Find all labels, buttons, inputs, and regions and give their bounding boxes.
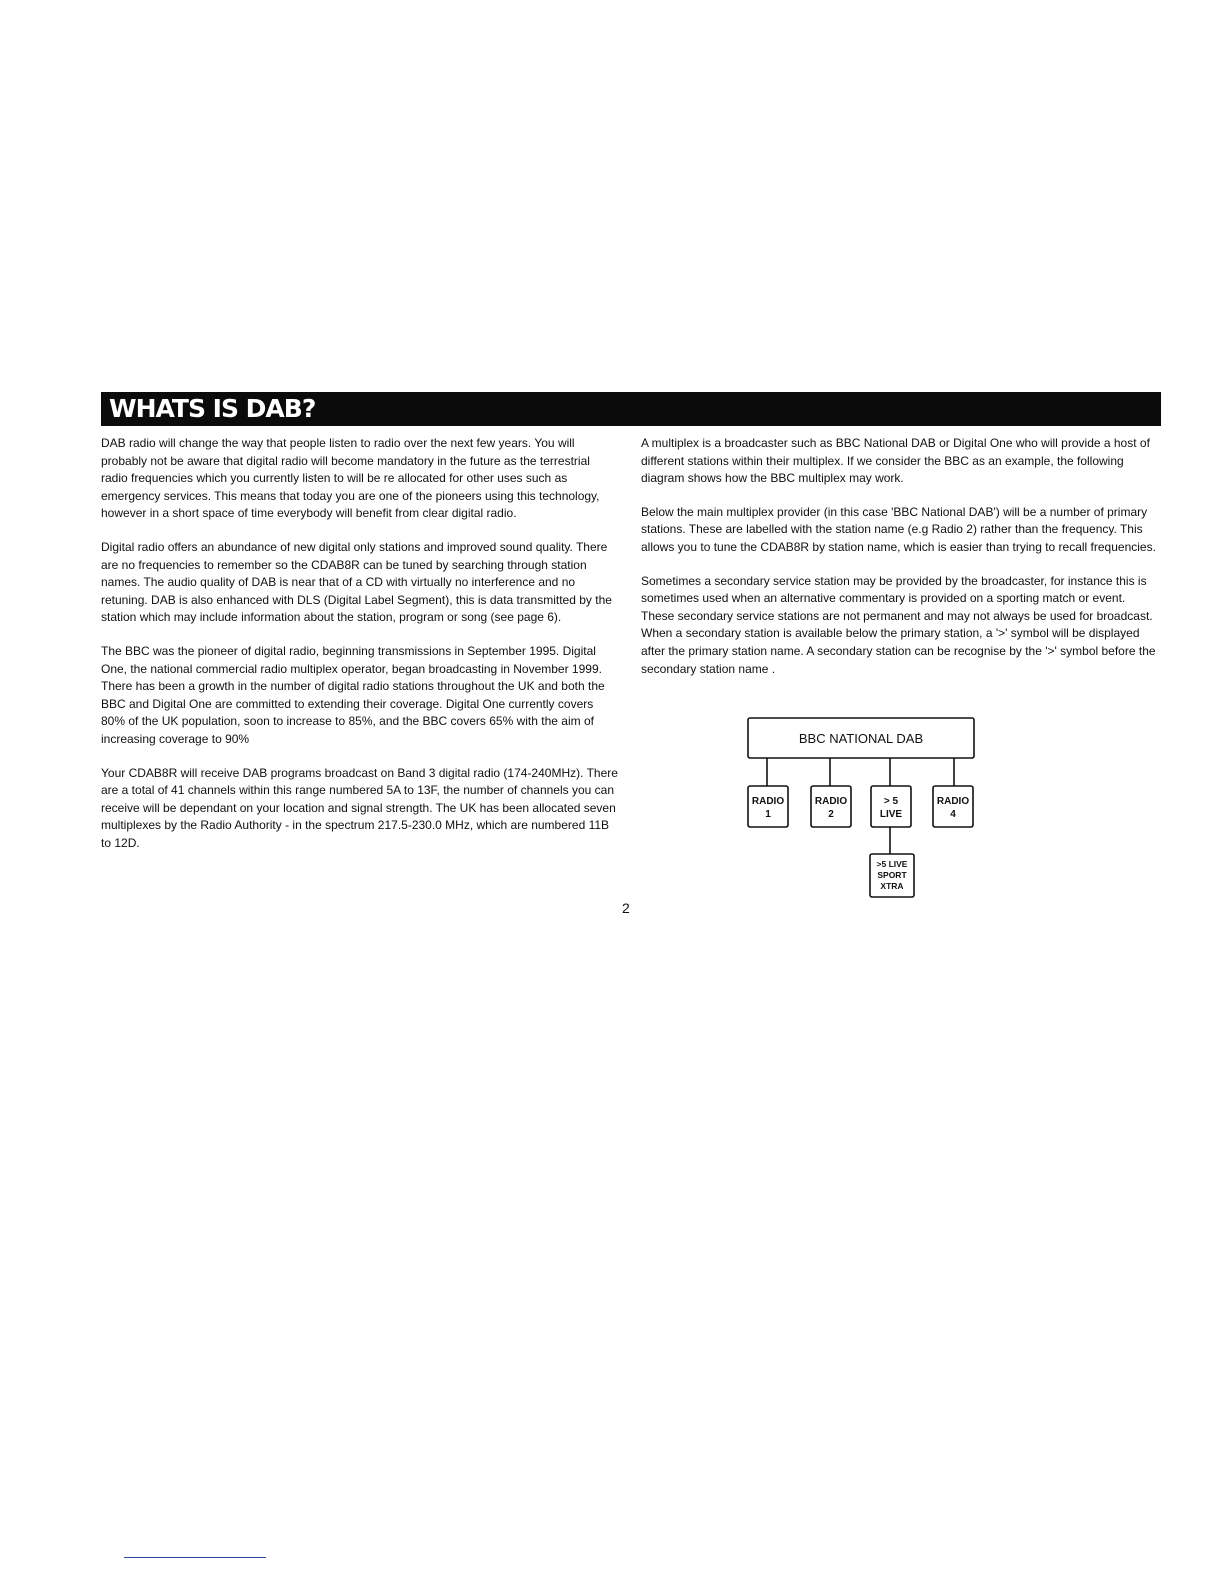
station-label: RADIO: [751, 796, 785, 807]
page-number: 2: [622, 900, 630, 916]
paragraph: Below the main multiplex provider (in this case 'BBC National DAB') will be a number of primary stations. These are labelled with the station name (e.g Radio 2) rather than the frequency. This allows you to tune the CDAB8R by station name, which is easier than trying to recall frequencies.: [641, 504, 1156, 554]
paragraph: The BBC was the pioneer of digital radio, beginning transmissions in September 1995. Digital One, the national commercial radio multiplex operator, began broadcasting in November 1999. There has been a growth in the number of digital radio stations throughout the UK and both the BBC and Digital One are committed to extending their coverage. Digital One currently covers 80% of the UK population, soon to increase to 85%, and the BBC covers 65% with the aim of increasing coverage to 90%: [101, 643, 605, 746]
section-title-banner: WHATS IS DAB?: [101, 392, 1161, 426]
station-label: RADIO: [814, 796, 848, 807]
right-column: [641, 435, 1161, 694]
secondary-label: XTRA: [880, 881, 904, 891]
paragraph: Sometimes a secondary service station may be provided by the broadcaster, for instance this is sometimes used when an alternative commentary is provided on a sporting match or event. These secondary service stations are not permanent and may not always be used for broadcast. When a secondary station is available below the primary station, a '>' symbol will be displayed after the primary station name. A secondary station can be recognise by the '>' symbol before the secondary station name .: [641, 573, 1156, 676]
paragraph: Your CDAB8R will receive DAB programs broadcast on Band 3 digital radio (174-240MHz). There are a total of 41 channels within this range numbered 5A to 13F, the number of channels you can receive will be dependant on your location and signal strength. The UK has been allocated seven multiplexes by the Radio Authority - in the spectrum 217.5-230.0 MHz, which are numbered 11B to 12D.: [101, 765, 618, 850]
station-label: LIVE: [879, 809, 903, 820]
station-label: 1: [765, 809, 771, 820]
secondary-label: SPORT: [877, 870, 907, 880]
station-label: RADIO: [936, 796, 970, 807]
left-column: [101, 435, 619, 868]
root-label: BBC NATIONAL DAB: [798, 731, 924, 746]
footer-rule: [124, 1557, 266, 1558]
paragraph: DAB radio will change the way that people listen to radio over the next few years. You will probably not be aware that digital radio will become mandatory in the future as the terrestrial radio frequencies which you currently listen to will be re allocated for other uses such as emergency services. This means that today you are one of the pioneers using this technology, however in a short space of time everybody will benefit from clear digital radio.: [101, 436, 600, 521]
station-label: > 5: [883, 796, 899, 807]
paragraph: A multiplex is a broadcaster such as BBC National DAB or Digital One who will provide a host of different stations within their multiplex. If we consider the BBC as an example, the following diagram shows how the BBC multiplex may work.: [641, 436, 1150, 486]
paragraph: Digital radio offers an abundance of new digital only stations and improved sound quality. There are no frequencies to remember so the CDAB8R can be tuned by searching through station names. The audio quality of DAB is near that of a CD with virtually no interference and no retuning. DAB is also enhanced with DLS (Digital Label Segment), this is data transmitted by the station which may include information about the station, program or song (see page 6).: [101, 539, 612, 625]
secondary-label: >5 LIVE: [876, 859, 908, 869]
station-label: 2: [828, 809, 834, 820]
multiplex-diagram-svg: [745, 716, 981, 902]
station-label: 4: [950, 809, 956, 820]
multiplex-diagram: [745, 716, 981, 902]
